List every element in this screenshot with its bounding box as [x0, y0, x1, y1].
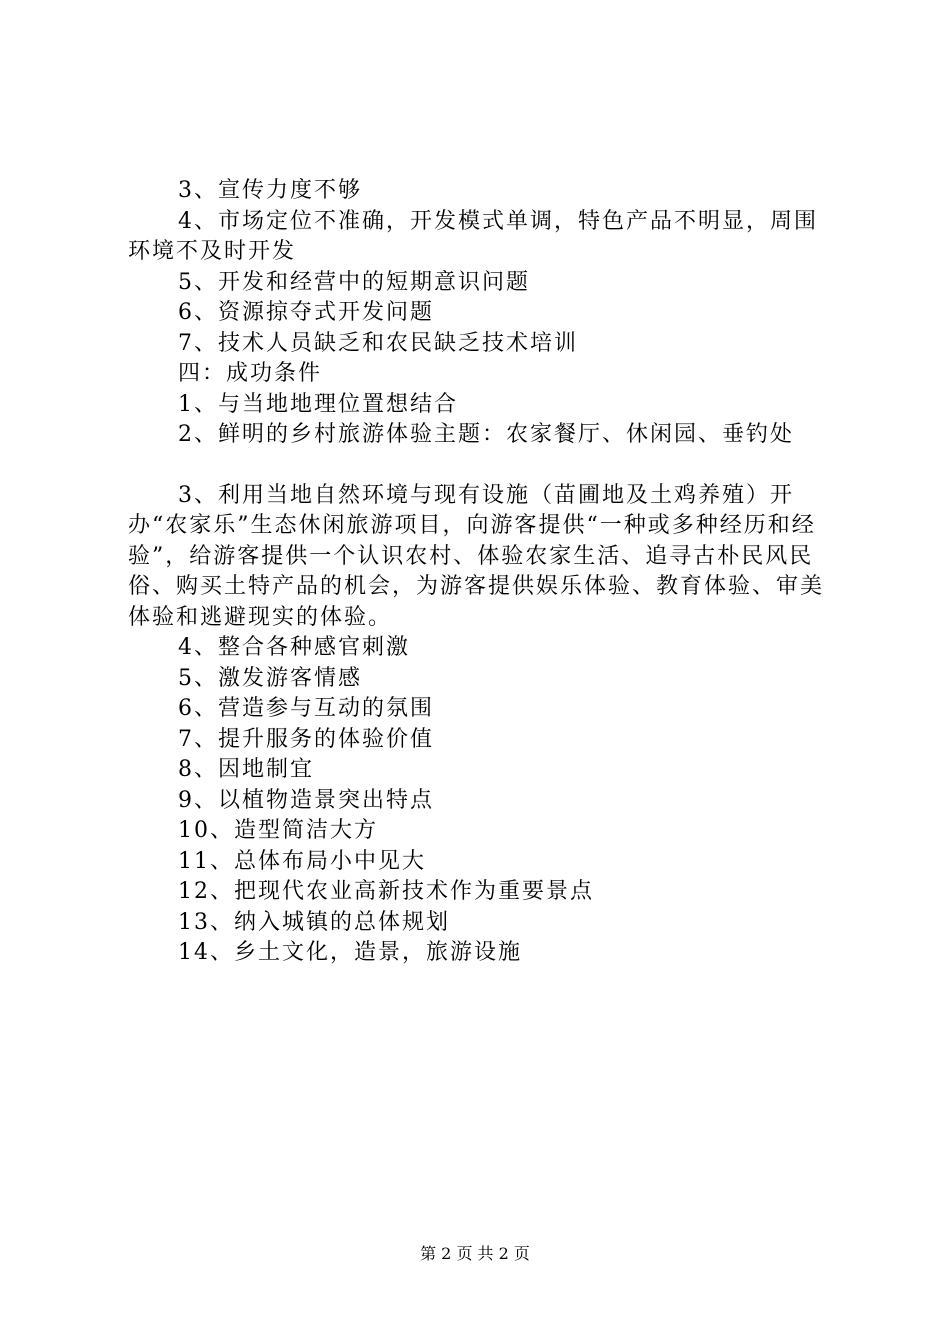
- paragraph: 4、市场定位不准确，开发模式单调，特色产品不明显，周围环境不及时开发: [128, 208, 818, 264]
- paragraph: 9、以植物造景突出特点: [178, 787, 434, 813]
- paragraph: 4、整合各种感官刺激: [178, 635, 410, 660]
- paragraph: 5、开发和经营中的短期意识问题: [178, 269, 530, 295]
- blank-line: [128, 451, 833, 481]
- section-heading: 四：成功条件: [178, 361, 323, 386]
- paragraph: 7、技术人员缺乏和农民缺乏技术培训: [178, 330, 578, 356]
- paragraph: 5、激发游客情感: [178, 665, 362, 691]
- paragraph: 11、总体布局小中见大: [178, 848, 426, 874]
- paragraph: 8、因地制宜: [178, 757, 314, 782]
- document-body: [128, 176, 833, 969]
- paragraph: 13、纳入城镇的总体规划: [178, 909, 450, 935]
- paragraph: 14、乡土文化，造景，旅游设施: [178, 940, 522, 965]
- paragraph: 10、造型简洁大方: [178, 818, 378, 843]
- paragraph: 2、鲜明的乡村旅游体验主题：农家餐厅、休闲园、垂钓处: [178, 422, 794, 447]
- paragraph: 1、与当地地理位置想结合: [178, 391, 458, 417]
- page-number-footer: 第 2 页 共 2 页: [420, 1244, 530, 1263]
- paragraph: 3、宣传力度不够: [178, 178, 362, 203]
- paragraph: 6、营造参与互动的氛围: [178, 696, 434, 721]
- paragraph: 6、资源掠夺式开发问题: [178, 300, 434, 325]
- paragraph: 12、把现代农业高新技术作为重要景点: [178, 879, 594, 904]
- paragraph: 3、利用当地自然环境与现有设施（苗圃地及土鸡养殖）开办“农家乐”生态休闲旅游项目，向游客提供“一种或多种经历和经验”，给游客提供一个认识农村、体验农家生活、追寻古朴民风民俗、购买土特产品的机会，为游客提供娱乐体验、教育体验、审美体验和逃避现实的体验。: [128, 482, 825, 630]
- paragraph: 7、提升服务的体验价值: [178, 726, 434, 752]
